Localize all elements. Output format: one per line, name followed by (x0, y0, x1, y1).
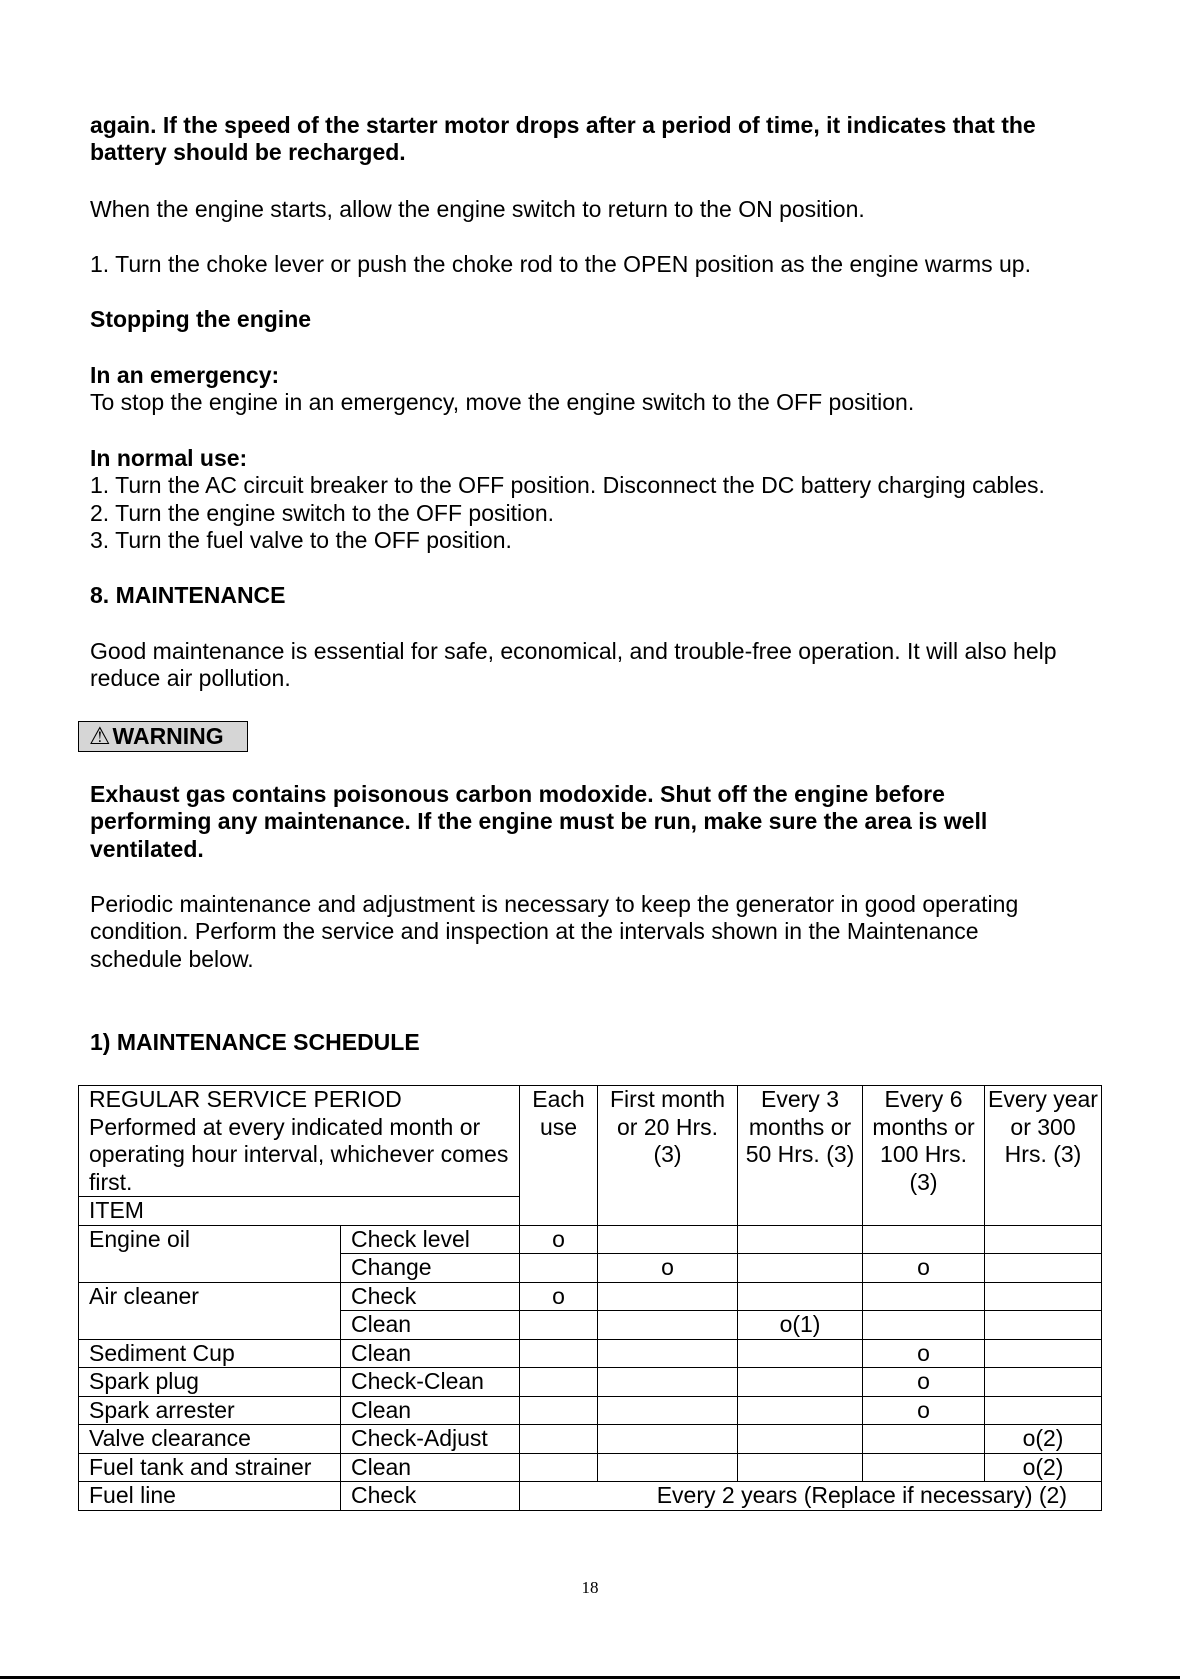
table-row (79, 1282, 1102, 1311)
mark-cell (985, 1339, 1102, 1368)
mark-cell (520, 1425, 598, 1454)
battery-warning-line-1: again. If the speed of the starter motor drops after a period of time, it indicates that the (90, 112, 1036, 138)
service-period-header (79, 1086, 520, 1197)
normal-use-heading: In normal use: (90, 445, 248, 471)
fuel-line-note: Every 2 years (Replace if necessary) (2) (520, 1482, 1102, 1511)
mark-cell (738, 1282, 863, 1311)
action-cell: Check-Adjust (341, 1425, 520, 1454)
mark-cell (598, 1396, 738, 1425)
table-row (79, 1339, 1102, 1368)
maintenance-intro-line-1: Good maintenance is essential for safe, economical, and trouble-free operation. It will also help (90, 638, 1057, 664)
action-cell: Check (341, 1482, 520, 1511)
battery-warning-line-2: battery should be recharged. (90, 139, 406, 165)
page-number: 18 (581, 1578, 599, 1597)
schedule-heading: 1) MAINTENANCE SCHEDULE (90, 1029, 420, 1055)
table-row (79, 1425, 1102, 1454)
action-cell: Check-Clean (341, 1368, 520, 1397)
mark-cell (598, 1282, 738, 1311)
mark-cell (985, 1368, 1102, 1397)
mark-cell: o(2) (985, 1453, 1102, 1482)
mark-cell (598, 1225, 738, 1254)
warning-label-box (78, 721, 248, 752)
mark-cell (863, 1453, 985, 1482)
mark-cell (520, 1453, 598, 1482)
stopping-heading: Stopping the engine (90, 306, 312, 332)
engine-starts-text: When the engine starts, allow the engine switch to return to the ON position. (90, 196, 865, 222)
maintenance-heading: 8. MAINTENANCE (90, 582, 286, 608)
item-engine-oil: Engine oil (79, 1225, 341, 1282)
col-header-every-3-months: Every 3 months or 50 Hrs. (3) (738, 1086, 863, 1226)
mark-cell: o(2) (985, 1425, 1102, 1454)
service-period-title: REGULAR SERVICE PERIOD (89, 1086, 402, 1112)
mark-cell (863, 1282, 985, 1311)
action-cell: Check (341, 1282, 520, 1311)
table-row (79, 1368, 1102, 1397)
exhaust-warning-line-3: ventilated. (90, 836, 204, 862)
table-row (79, 1225, 1102, 1254)
mark-cell (738, 1425, 863, 1454)
mark-cell (520, 1311, 598, 1340)
item-valve-clearance: Valve clearance (79, 1425, 341, 1454)
item-air-cleaner: Air cleaner (79, 1282, 341, 1339)
normal-step-1: 1. Turn the AC circuit breaker to the OFF position. Disconnect the DC battery charging cables. (90, 472, 1045, 498)
periodic-line-3: schedule below. (90, 946, 254, 972)
mark-cell (863, 1311, 985, 1340)
maintenance-schedule-table (78, 1085, 1102, 1511)
mark-cell (598, 1339, 738, 1368)
item-spark-arrester: Spark arrester (79, 1396, 341, 1425)
table-row (79, 1453, 1102, 1482)
exhaust-warning-line-1: Exhaust gas contains poisonous carbon modoxide. Shut off the engine before (90, 781, 945, 807)
mark-cell (598, 1311, 738, 1340)
mark-cell (863, 1425, 985, 1454)
mark-cell (520, 1254, 598, 1283)
mark-cell (985, 1396, 1102, 1425)
mark-cell (520, 1368, 598, 1397)
action-cell: Clean (341, 1339, 520, 1368)
mark-cell (520, 1339, 598, 1368)
normal-step-3: 3. Turn the fuel valve to the OFF position. (90, 527, 512, 553)
normal-step-2: 2. Turn the engine switch to the OFF position. (90, 500, 555, 526)
periodic-line-2: condition. Perform the service and inspection at the intervals shown in the Maintenance (90, 918, 979, 944)
mark-cell (738, 1254, 863, 1283)
mark-cell: o (863, 1368, 985, 1397)
mark-cell (520, 1396, 598, 1425)
periodic-line-1: Periodic maintenance and adjustment is necessary to keep the generator in good operating (90, 891, 1019, 917)
mark-cell (738, 1396, 863, 1425)
table-row (79, 1396, 1102, 1425)
service-period-description: Performed at every indicated month or operating hour interval, whichever comes first. (89, 1113, 509, 1195)
action-cell: Clean (341, 1396, 520, 1425)
mark-cell (738, 1453, 863, 1482)
col-header-every-6-months: Every 6 months or 100 Hrs. (3) (863, 1086, 985, 1226)
warning-label: WARNING (112, 723, 224, 749)
mark-cell (738, 1368, 863, 1397)
mark-cell (738, 1225, 863, 1254)
mark-cell (985, 1254, 1102, 1283)
mark-cell (985, 1311, 1102, 1340)
mark-cell: o (863, 1396, 985, 1425)
mark-cell: o (520, 1225, 598, 1254)
mark-cell: o (863, 1254, 985, 1283)
mark-cell (598, 1453, 738, 1482)
mark-cell: o (598, 1254, 738, 1283)
item-spark-plug: Spark plug (79, 1368, 341, 1397)
emergency-heading: In an emergency: (90, 362, 280, 388)
mark-cell (985, 1282, 1102, 1311)
mark-cell (598, 1368, 738, 1397)
action-cell: Change (341, 1254, 520, 1283)
action-cell: Clean (341, 1453, 520, 1482)
mark-cell (985, 1225, 1102, 1254)
item-sediment-cup: Sediment Cup (79, 1339, 341, 1368)
mark-cell (863, 1225, 985, 1254)
item-fuel-line: Fuel line (79, 1482, 341, 1511)
col-header-every-year: Every year or 300 Hrs. (3) (985, 1086, 1102, 1226)
maintenance-intro-line-2: reduce air pollution. (90, 665, 291, 691)
emergency-text: To stop the engine in an emergency, move the engine switch to the OFF position. (90, 389, 915, 415)
mark-cell (738, 1339, 863, 1368)
item-header: ITEM (79, 1197, 520, 1226)
mark-cell: o (863, 1339, 985, 1368)
mark-cell (598, 1425, 738, 1454)
table-row (79, 1482, 1102, 1511)
action-cell: Check level (341, 1225, 520, 1254)
mark-cell: o (520, 1282, 598, 1311)
choke-step: 1. Turn the choke lever or push the choke rod to the OPEN position as the engine warms up. (90, 251, 1031, 277)
action-cell: Clean (341, 1311, 520, 1340)
col-header-first-month: First month or 20 Hrs. (3) (598, 1086, 738, 1226)
mark-cell: o(1) (738, 1311, 863, 1340)
exhaust-warning-line-2: performing any maintenance. If the engine must be run, make sure the area is well (90, 808, 988, 834)
warning-triangle-icon: ⚠ (89, 723, 111, 750)
col-header-each-use: Each use (520, 1086, 598, 1226)
item-fuel-tank-strainer: Fuel tank and strainer (79, 1453, 341, 1482)
